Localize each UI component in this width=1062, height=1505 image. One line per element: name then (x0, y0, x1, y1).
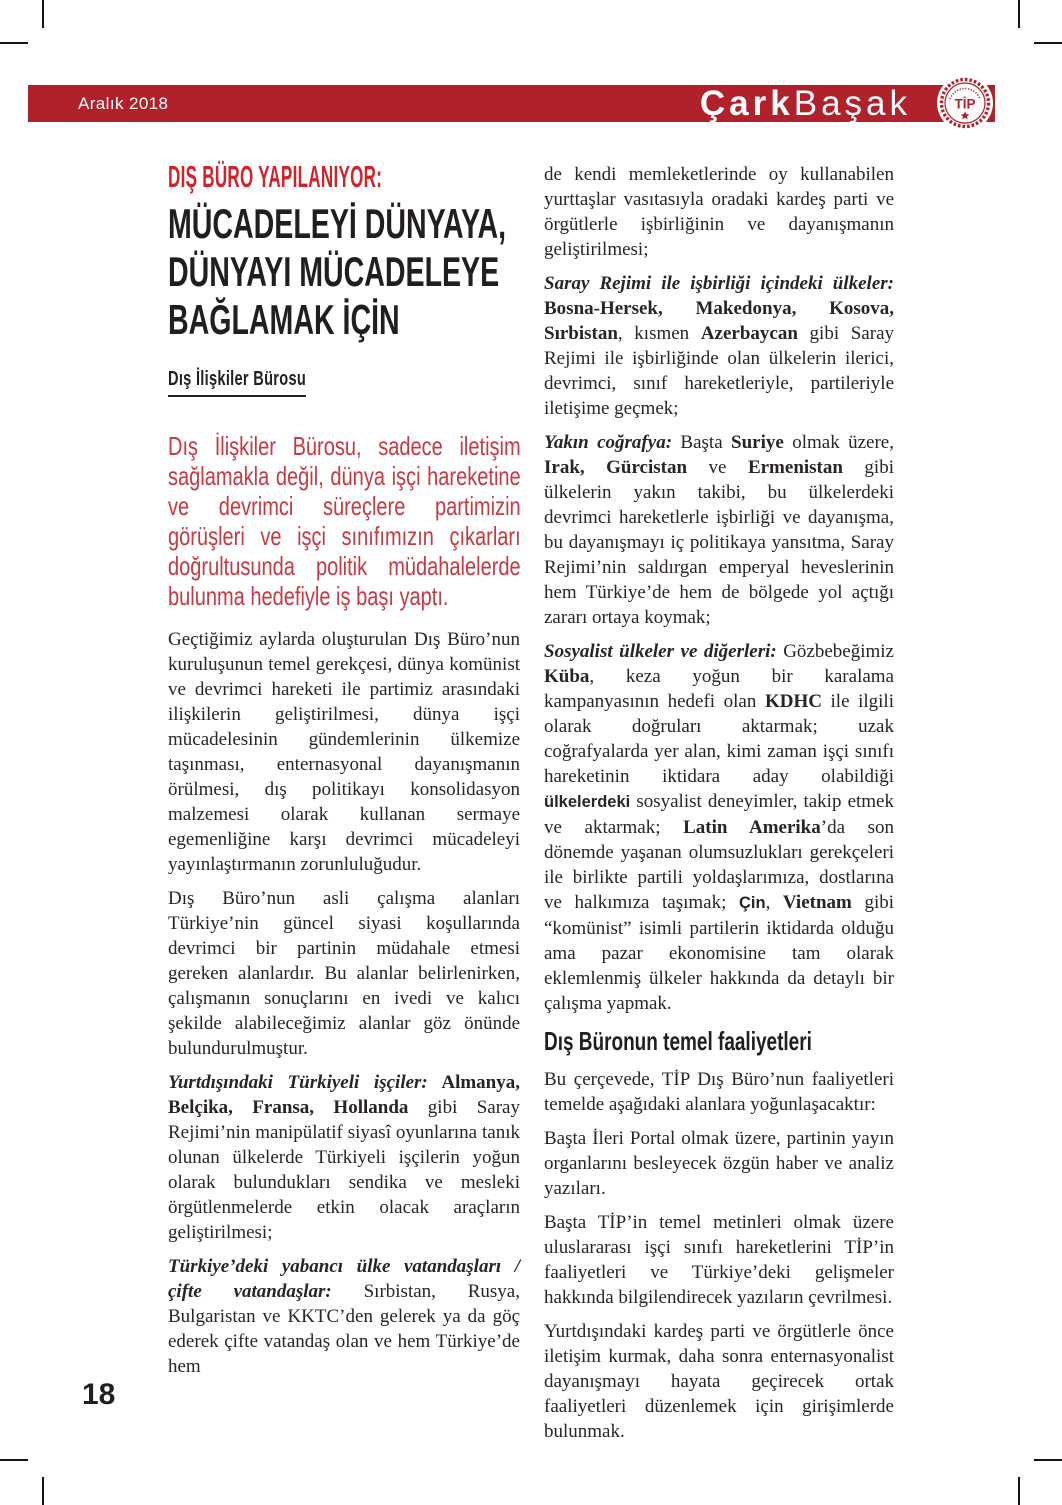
crop-mark (1034, 1459, 1062, 1461)
crop-mark (42, 1477, 44, 1505)
page-number: 18 (82, 1378, 116, 1411)
body-paragraph: Yurtdışındaki Türkiyeli işçiler: Almanya, Belçika, Fransa, Hollanda gibi Saray Rejimi’nin manipülatif siyasî oyunlarına tanık olunan ülkelerde Türkiyeli işçilerin yoğun olarak bulundukları sendika ve mesleki örgütlenmelerde etkin olacak araçların geliştirilmesi; (168, 1072, 520, 1243)
title-line-1: MÜCADELEYİ DÜNYAYA, (168, 200, 507, 247)
section-subhead: Dış Büronun temel faaliyetleri (544, 1026, 812, 1056)
crop-mark (1034, 42, 1062, 44)
byline: Dış İlişkiler Bürosu (168, 368, 306, 397)
crop-mark (1018, 0, 1020, 28)
crop-mark (0, 1459, 28, 1461)
crop-mark (0, 42, 28, 44)
masthead-bold: Çark (699, 84, 794, 123)
crop-mark (42, 0, 44, 28)
issue-date: Aralık 2018 (78, 93, 169, 113)
body-paragraph: Geçtiğimiz aylarda oluşturulan Dış Büro’nun kuruluşunun temel gerekçesi, dünya komünist ve devrimci hareketi ile partimiz arasındaki ilişkilerin geliştirilmesi, dünya işçi mücadelesinin gündemlerinin ülkemize taşınması, enternasyonal dayanışmanın örülmesi, dış politikayı konsolidasyon malzemesi olarak kullanan sermaye egemenliğine karşı devrimci mücadeleyi yayınlaştırmanın zorunluluğudur. (168, 629, 520, 875)
tip-party-logo (936, 74, 994, 132)
article-kicker: DIŞ BÜRO YAPILANIYOR: (168, 159, 383, 194)
body-paragraph: Yurtdışındaki kardeş parti ve örgütlerle önce iletişim kurmak, daha sonra enternasyonalist dayanışmayı hayata geçirecek ortak faaliyetleri düzenlemek için girişimlerde bulunmak. (544, 1321, 894, 1442)
body-paragraph: Yakın coğrafya: Başta Suriye olmak üzere, Irak, Gürcistan ve Ermenistan gibi ülkelerin yakın takibi, bu ülkelerdeki devrimci hareketlerle işbirliği ve dayanışma, bu dayanışmayı iç politikaya yansıtma, Saray Rejimi’nin saldırgan emperyal heveslerinin hem Türkiye’de hem de bölgede yol açtığı zararı ortaya koymak; (544, 432, 894, 628)
masthead-light: Başak (793, 84, 911, 123)
tip-logo-text: TİP (954, 96, 976, 112)
right-body-top (544, 162, 894, 1016)
crop-mark (1018, 1477, 1020, 1505)
body-paragraph: Sosyalist ülkeler ve diğerleri: Gözbebeğimiz Küba, keza yoğun bir karalama kampanyasının hedefi olan KDHC ile ilgili olarak doğruları aktarmak; uzak coğrafyalarda yer alan, kimi zaman işçi sınıfı hareketinin iktidara aday olabildiği ülkelerdeki sosyalist deneyimler, takip etmek ve aktarmak; Latin Amerika’da son dönemde yaşanan olumsuzlukları gerekçeleri ile birlikte partili yoldaşlarımıza, dostlarına ve halkımıza taşımak; Çin, Vietnam gibi “komünist” isimli partilerin iktidarda olduğu ama pazar ekonomisine tam olarak eklemlenmiş ülkeler hakkında da detaylı bir çalışma yapmak. (544, 641, 894, 1014)
body-paragraph: Dış Büro’nun asli çalışma alanları Türkiye’nin güncel siyasi koşullarında devrimci bir partinin müdahale etmesi gereken alanlardır. Bu alanlar belirlenirken, çalışmanın sonuçlarını en ivedi ve kalıcı şekilde alabileceğimiz alanlar göz önünde bulundurulmuştur. (168, 888, 520, 1059)
tip-logo-icon (936, 74, 994, 132)
body-paragraph: de kendi memleketlerinde oy kullanabilen yurttaşlar vasıtasıyla oradaki kardeş parti ve örgütlerle işbirliğinin ve dayanışmanın geliştirilmesi; (544, 164, 894, 260)
right-body-bottom (544, 1067, 894, 1444)
body-paragraph: Saray Rejimi ile işbirliği içindeki ülkeler: Bosna-Hersek, Makedonya, Kosova, Sırbistan, kısmen Azerbaycan gibi Saray Rejimi ile işbirliğinde olan ülkelerin ilerici, devrimci, sınıf hareketleriyle, partileriyle iletişime geçmek; (544, 273, 894, 419)
right-column (544, 162, 894, 1453)
title-line-3: BAĞLAMAK İÇİN (168, 296, 400, 343)
masthead (700, 85, 911, 122)
lede-paragraph: Dış İlişkiler Bürosu, sadece iletişim sağlamakla değil, dünya işçi hareketine ve devrimci süreçlere partimizin görüşleri ve işçi sınıfımızın çıkarları doğrultusunda politik müdahalelerde bulunma hedefiyle iş başı yaptı. (168, 431, 521, 611)
article-title (168, 200, 507, 344)
title-line-2: DÜNYAYI MÜCADELEYE (168, 248, 500, 295)
body-paragraph: Başta İleri Portal olmak üzere, partinin yayın organlarını besleyecek özgün haber ve analiz yazıları. (544, 1128, 894, 1199)
body-paragraph: Bu çerçevede, TİP Dış Büro’nun faaliyetleri temelde aşağıdaki alanlara yoğunlaşacaktır: (544, 1069, 894, 1115)
body-paragraph: Başta TİP’in temel metinleri olmak üzere uluslararası işçi sınıfı hareketlerini TİP’in faaliyetleri ve Türkiye’deki gelişmeler hakkında bilgilendirecek yazıların çevrilmesi. (544, 1212, 894, 1308)
left-body (168, 627, 520, 1379)
left-column (168, 160, 520, 1388)
body-paragraph: Türkiye’deki yabancı ülke vatandaşları / çifte vatandaşlar: Sırbistan, Rusya, Bulgaristan ve KKTC’den gelerek ya da göç ederek çifte vatandaş olan ve hem Türkiye’de hem (168, 1256, 520, 1377)
header-bar (28, 85, 995, 122)
